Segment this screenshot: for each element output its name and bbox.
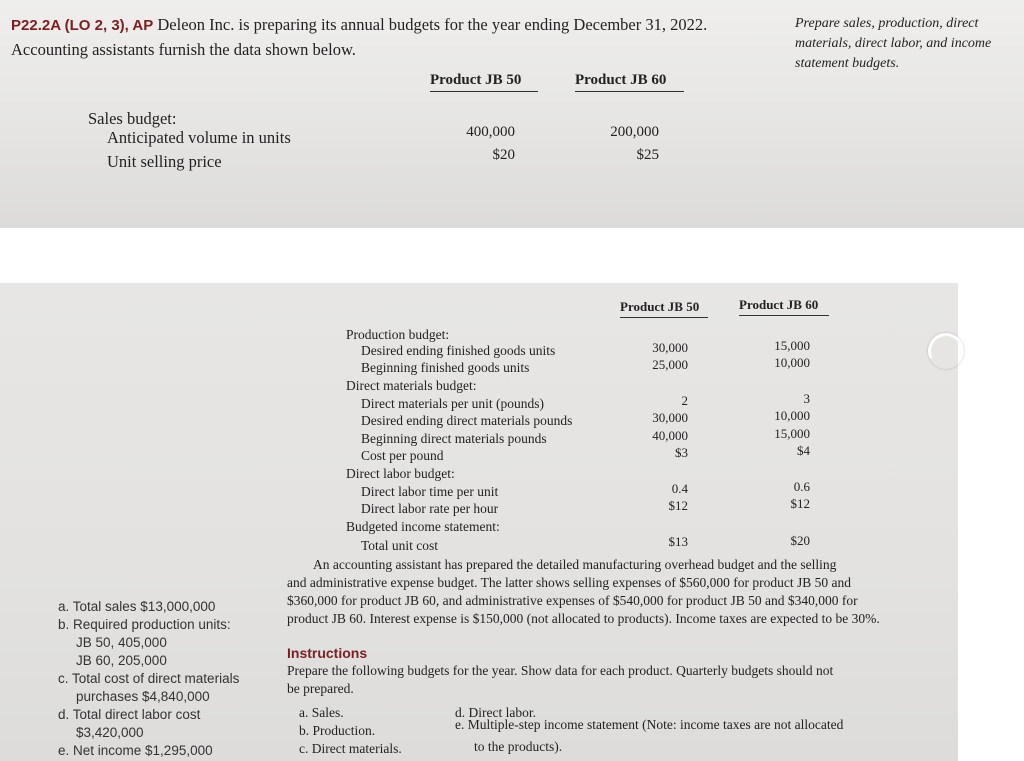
row-label: Anticipated volume in units <box>107 128 291 147</box>
row-label: Direct labor time per unit <box>361 484 499 499</box>
problem-intro-line2: Accounting assistants furnish the data shown below. <box>11 40 356 59</box>
task-d: d. Direct labor. <box>455 705 536 720</box>
value-jb60: $12 <box>790 496 810 511</box>
instructions-line: be prepared. <box>287 681 354 696</box>
value-jb50: $12 <box>668 498 688 513</box>
value-jb50: 0.4 <box>671 481 688 496</box>
row-label: Desired ending direct materials pounds <box>361 413 573 428</box>
value-jb50: 400,000 <box>466 124 515 140</box>
column-header-jb50: Product JB 50 <box>430 72 538 92</box>
row-label: Unit selling price <box>107 152 222 171</box>
paragraph-line: product JB 60. Interest expense is $150,000 (not allocated to products). Income taxes are expected to be 30%. <box>287 611 880 626</box>
value-jb50: 2 <box>681 393 688 408</box>
task-e-line1: e. Multiple-step income statement (Note: income taxes are not allocated <box>455 717 844 732</box>
section-heading: Direct labor budget: <box>346 466 455 481</box>
value-jb50: 25,000 <box>652 357 688 372</box>
paragraph-line: $360,000 for product JB 60, and administrative expenses of $540,000 for product JB 50 and $340,000 for <box>287 593 858 608</box>
row-label: Direct materials per unit (pounds) <box>361 396 544 411</box>
value-jb60: 10,000 <box>774 408 810 423</box>
row-label: Desired ending finished goods units <box>361 343 556 358</box>
answer-d-value: $3,420,000 <box>76 725 144 740</box>
paragraph-line: An accounting assistant has prepared the detailed manufacturing overhead budget and the selling <box>313 557 837 572</box>
sales-budget-label: Sales budget: <box>88 109 177 128</box>
value-jb60: 200,000 <box>610 124 659 140</box>
row-label: Direct labor rate per hour <box>361 501 499 516</box>
value-jb60: $4 <box>797 443 810 458</box>
answer-b-jb60: JB 60, 205,000 <box>76 653 167 668</box>
value-jb60: 15,000 <box>774 338 810 353</box>
answer-d: d. Total direct labor cost <box>58 707 201 722</box>
intro-text: Deleon Inc. is preparing its annual budgets for the year ending December 31, 2022. <box>157 15 708 34</box>
section-heading: Direct materials budget: <box>346 378 477 393</box>
value-jb50: $13 <box>668 534 688 549</box>
side-note-line: Prepare sales, production, direct <box>795 16 979 31</box>
value-jb60: 3 <box>803 391 810 406</box>
value-jb60: 0.6 <box>793 479 810 494</box>
section-heading: Production budget: <box>346 327 450 342</box>
side-note-line: materials, direct labor, and income <box>795 36 992 51</box>
row-label: Cost per pound <box>361 448 444 463</box>
row-label: Total unit cost <box>361 538 439 553</box>
task-c: c. Direct materials. <box>299 741 402 756</box>
data-panel <box>0 283 958 761</box>
side-note-line: statement budgets. <box>795 56 900 71</box>
problem-header-panel <box>0 0 1024 228</box>
value-jb60: 10,000 <box>774 355 810 370</box>
column-header-jb50: Product JB 50 <box>620 299 708 318</box>
answer-a: a. Total sales $13,000,000 <box>58 599 216 614</box>
answer-c-value: purchases $4,840,000 <box>76 689 210 704</box>
value-jb50: 30,000 <box>652 410 688 425</box>
value-jb60: $20 <box>790 533 810 548</box>
answer-b: b. Required production units: <box>58 617 231 632</box>
task-b: b. Production. <box>299 723 376 738</box>
answer-e: e. Net income $1,295,000 <box>58 743 213 758</box>
paragraph-line: and administrative expense budget. The latter shows selling expenses of $560,000 for product JB 50 and <box>287 575 852 590</box>
value-jb50: $20 <box>492 147 515 163</box>
row-label: Beginning finished goods units <box>361 360 530 375</box>
problem-id: P22.2A (LO 2, 3), AP <box>11 17 154 34</box>
value-jb60: 15,000 <box>774 426 810 441</box>
problem-intro-line1 <box>11 15 707 35</box>
row-label: Beginning direct materials pounds <box>361 431 547 446</box>
side-note <box>795 14 991 74</box>
column-header-jb60: Product JB 60 <box>575 72 684 92</box>
value-jb50: 40,000 <box>652 428 688 443</box>
answer-b-jb50: JB 50, 405,000 <box>76 635 167 650</box>
task-e-line2: to the products). <box>474 739 563 754</box>
value-jb50: 30,000 <box>652 340 688 355</box>
value-jb50: $3 <box>675 445 688 460</box>
column-header-jb60: Product JB 60 <box>739 297 829 316</box>
task-a: a. Sales. <box>299 705 344 720</box>
answer-c: c. Total cost of direct materials <box>58 671 240 686</box>
instructions-line: Prepare the following budgets for the year. Show data for each product. Quarterly budgets should not <box>287 663 834 678</box>
section-heading: Budgeted income statement: <box>346 519 500 534</box>
instructions-title: Instructions <box>287 645 368 661</box>
value-jb60: $25 <box>636 147 659 163</box>
